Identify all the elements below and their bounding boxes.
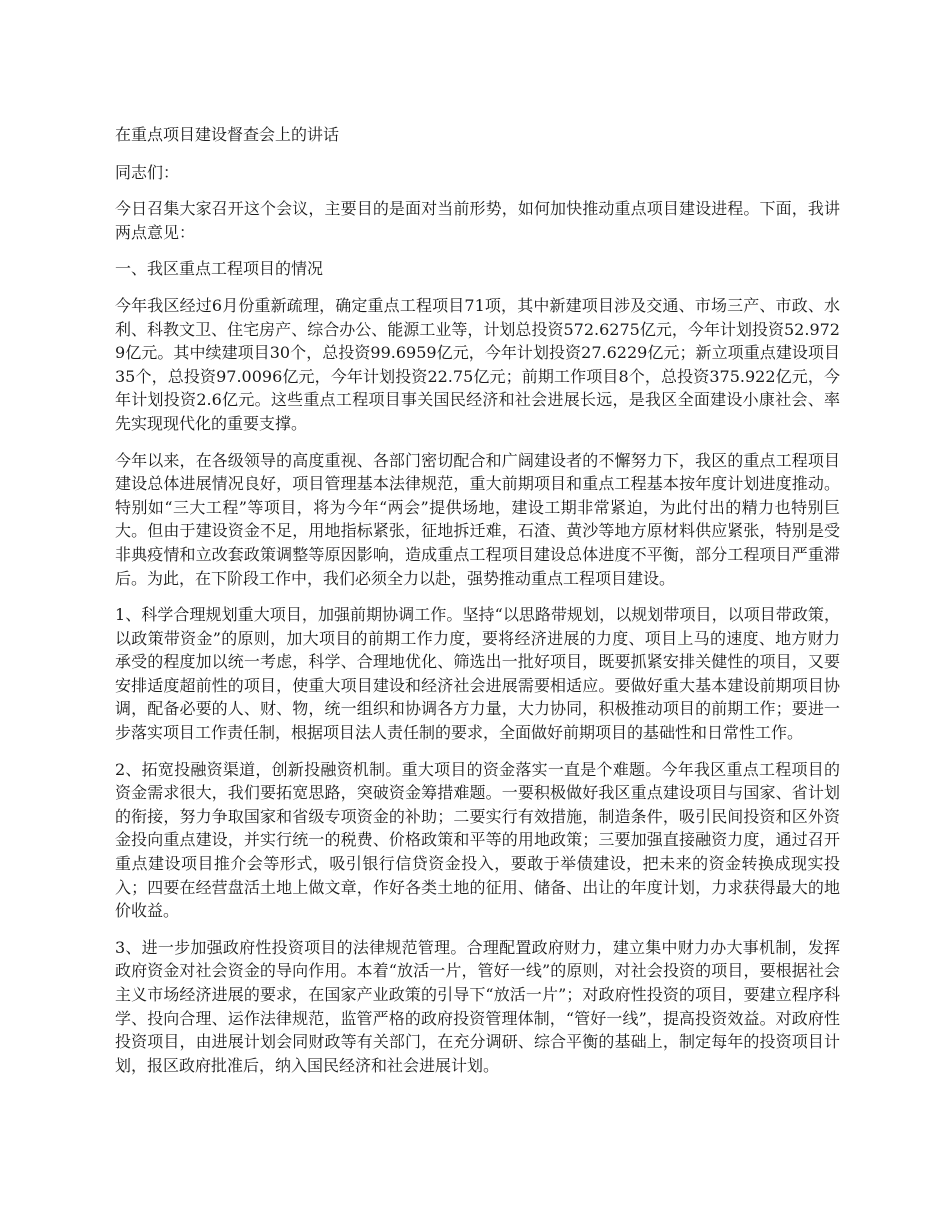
paragraph-progress-status: 今年以来，在各级领导的高度重视、各部门密切配合和广阔建设者的不懈努力下，我区的重点工程项目建设总体进展情况良好，项目管理基本法律规范，重大前期项目和重点工程基本按年度计划进度推动。特别如“三大工程”等项目，将为今年“两会”提供场地，建设工期非常紧迫，为此付出的精力也特别巨大。但由于建设资金不足，用地指标紧张，征地拆迁难，石渣、黄沙等地方原材料供应紧张，特别是受非典疫情和立改套政策调整等原因影响，造成重点工程项目建设总体进度不平衡，部分工程项目严重滞后。为此，在下阶段工作中，我们必须全力以赴，强势推动重点工程项目建设。 [115,450,840,588]
paragraph-government-investment: 3、进一步加强政府性投资项目的法律规范管理。合理配置政府财力，建立集中财力办大事机制，发挥政府资金对社会资金的导向作用。本着“放活一片，管好一线”的原则，对社会投资的项目，要根据社会主义市场经济进展的要求，在国家产业政策的引导下“放活一片”；对政府性投资的项目，要建立程序科学、投向合理、运作法律规范，监管严格的政府投资管理体制，“管好一线”，提高投资效益。对政府性投资项目，由进展计划会同财政等有关部门，在充分调研、综合平衡的基础上，制定每年的投资项目计划，报区政府批准后，纳入国民经济和社会进展计划。 [115,937,840,1075]
paragraph-planning: 1、科学合理规划重大项目，加强前期协调工作。坚持“以思路带规划，以规划带项目，以项目带政策，以政策带资金”的原则，加大项目的前期工作力度，要将经济进展的力度、项目上马的速度、地方财力承受的程度加以统一考虑，科学、合理地优化、筛选出一批好项目，既要抓紧安排关健性的项目，又要安排适度超前性的项目，使重大项目建设和经济社会进展需要相适应。要做好重大基本建设前期项目协调，配备必要的人、财、物，统一组织和协调各方力量，大力协同，积极推动项目的前期工作；要进一步落实项目工作责任制，根据项目法人责任制的要求，全面做好前期项目的基础性和日常性工作。 [115,605,840,743]
paragraph-financing: 2、拓宽投融资渠道，创新投融资机制。重大项目的资金落实一直是个难题。今年我区重点工程项目的资金需求很大，我们要拓宽思路，突破资金筹措难题。一要积极做好我区重点建设项目与国家、省计划的衔接，努力争取国家和省级专项资金的补助；二要实行有效措施，制造条件，吸引民间投资和区外资金投向重点建设，并实行统一的税费、价格政策和平等的用地政策；三要加强直接融资力度，通过召开重点建设项目推介会等形式，吸引银行信贷资金投入，要敢于举债建设，把未来的资金转换成现实投入；四要在经营盘活土地上做文章，作好各类土地的征用、储备、出让的年度计划，力求获得最大的地价收益。 [115,759,840,921]
section-heading-1: 一、我区重点工程项目的情况 [115,259,324,279]
document-page [115,123,840,1090]
paragraph-project-overview: 今年我区经过6月份重新疏理，确定重点工程项目71项，其中新建项目涉及交通、市场三产、市政、水利、科教文卫、住宅房产、综合办公、能源工业等，计划总投资572.6275亿元，今年计划投资52.9729亿元。其中续建项目30个，总投资99.6959亿元，今年计划投资27.6229亿元；新立项重点建设项目35个，总投资97.0096亿元，今年计划投资22.75亿元；前期工作项目8个，总投资375.922亿元，今年计划投资2.6亿元。这些重点工程项目事关国民经济和社会进展长远，是我区全面建设小康社会、率先实现现代化的重要支撑。 [115,295,840,433]
salutation: 同志们： [115,162,180,182]
document-title: 在重点项目建设督查会上的讲话 [115,125,340,144]
intro-paragraph: 今日召集大家召开这个会议，主要目的是面对当前形势，如何加快推动重点项目建设进程。下面，我讲两点意见： [115,199,840,242]
